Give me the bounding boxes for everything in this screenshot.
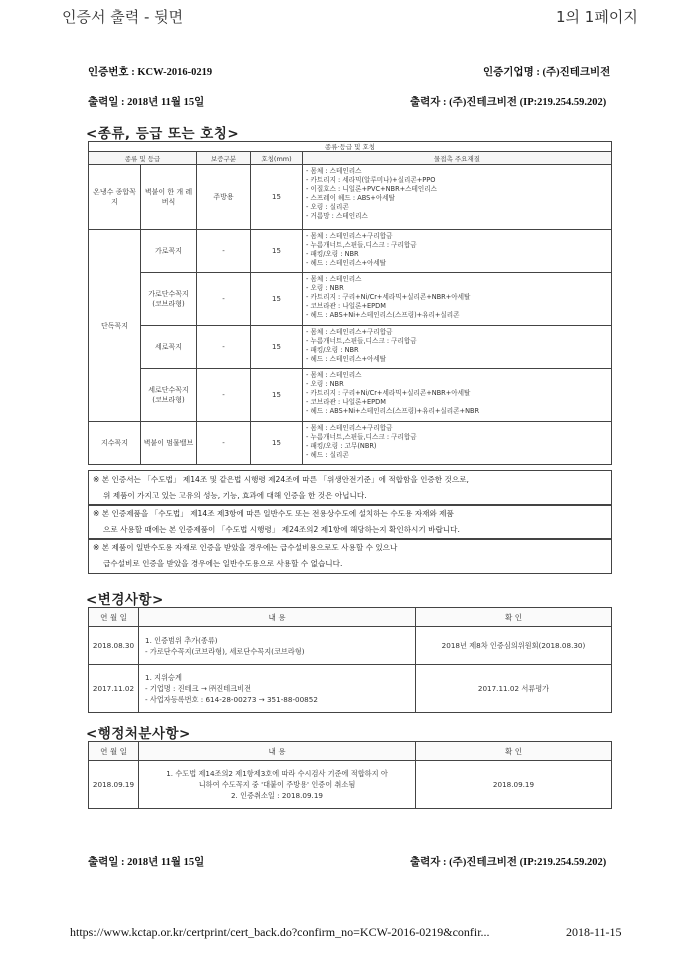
notice-box — [88, 538, 612, 574]
types-table — [88, 141, 612, 465]
notice-line: ※ 본 제품이 일반수도용 자재로 인증을 받았을 경우에는 급수설비용으로도 사용할 수 있으나 — [93, 543, 398, 552]
product-group: 온냉수 종합꼭지 — [89, 165, 141, 230]
column-header: 연 월 일 — [89, 608, 139, 627]
cert-number: 인증번호 : KCW-2016-0219 — [88, 67, 213, 78]
size: 15 — [251, 230, 303, 273]
product-type: 가로단수꼭지 (코브라형) — [141, 273, 197, 326]
change-date: 2017.11.02 — [89, 665, 139, 713]
print-header-page-info: 1의 1페이지 — [556, 8, 638, 26]
size: 15 — [251, 326, 303, 369]
notice-line: ※ 본 인증서는 「수도법」 제14조 및 같은법 시행령 제24조에 따른 「위생안전기준」에 적합함을 인증한 것으로, — [93, 475, 469, 484]
warranty: - — [197, 326, 251, 369]
material-line: - 이질호스 : 니일론+PVC+NBR+스테인리스 — [306, 185, 438, 194]
content-line: 1. 수도법 제14조의2 제1항제3호에 따라 수시검사 기준에 적합하지 아 — [166, 769, 388, 778]
content-line: - 사업자등록번호 : 614-28-00273 → 351-88-00852 — [145, 695, 318, 704]
material-line: - 오링 : NBR — [306, 284, 344, 293]
column-header: 보증구분 — [197, 152, 251, 165]
column-header: 확 인 — [416, 742, 612, 761]
size: 15 — [251, 165, 303, 230]
material-line: - 코브라관 : 나일론+EPDM — [306, 398, 386, 407]
product-type: 세로단수꼭지 (코브라형) — [141, 369, 197, 422]
size: 15 — [251, 273, 303, 326]
column-header: 종류 및 등급 — [89, 152, 197, 165]
cert-company: 인증기업명 : (주)진테크비전 — [483, 67, 611, 78]
change-content — [139, 665, 416, 713]
material-line: - 몸체 : 스테인리스 — [306, 275, 362, 283]
warranty: - — [197, 369, 251, 422]
warranty: 주방용 — [197, 165, 251, 230]
product-type: 벽붙이 멈물밸브 — [141, 422, 197, 465]
section-title-types: <종류, 등급 또는 호칭> — [86, 126, 240, 142]
notice-box — [88, 470, 612, 506]
column-header: 내 용 — [139, 608, 416, 627]
column-header: 연 월 일 — [89, 742, 139, 761]
warranty: - — [197, 273, 251, 326]
materials-cell — [303, 273, 612, 326]
materials-cell — [303, 422, 612, 465]
material-line: - 헤드 : ABS+Ni+스테인리스(스프링)+유리+실리콘+NBR — [306, 407, 480, 416]
bottom-printer-info: 출력자 : (주)진테크비전 (IP:219.254.59.202) — [410, 857, 607, 868]
material-line: - 누름개너트,스핀들,디스크 : 구리합금 — [306, 337, 417, 346]
material-line: - 헤드 : ABS+Ni+스테인리스(스프링)+유리+실리콘 — [306, 311, 460, 320]
print-footer-date: 2018-11-15 — [566, 925, 622, 939]
notice-line: 으로 사용할 때에는 본 인증제품이 「수도법 시행령」 제24조의2 제1항에 해당하는지 확인하시기 바랍니다. — [103, 524, 460, 534]
product-group: 지수꼭지 — [89, 422, 141, 465]
column-header: 내 용 — [139, 742, 416, 761]
action-confirm: 2018.09.19 — [416, 761, 612, 809]
material-line: - 패킹/오링 : 고무(NBR) — [306, 442, 377, 451]
content-line: 1. 인증범위 추가(종류) — [145, 635, 218, 645]
material-line: - 헤드 : 스테인리스+아세탈 — [306, 259, 387, 268]
material-line: - 헤드 : 스테인리스+아세탈 — [306, 355, 387, 364]
material-line: - 누름개너트,스핀들,디스크 : 구리합금 — [306, 433, 417, 442]
content-line: 1. 지위승계 — [145, 673, 182, 682]
notice-line: ※ 본 인증제품을 「수도법」 제14조 제3항에 따른 일반수도 또는 전용상수도에 설치하는 수도용 자재와 제품 — [93, 509, 454, 518]
warranty: - — [197, 230, 251, 273]
product-type: 벽붙이 한 개 레버식 — [141, 165, 197, 230]
content-line: - 가로단수꼭지(코브라형), 세로단수꼭지(코브라형) — [145, 646, 305, 656]
table-row — [89, 422, 612, 465]
table-row — [89, 326, 612, 369]
table-row — [89, 230, 612, 273]
print-footer-url: https://www.kctap.or.kr/certprint/cert_back.do?confirm_no=KCW-2016-0219&confir... — [70, 925, 490, 939]
section-title-changes: <변경사항> — [86, 592, 164, 608]
material-line: - 카트리지 : 세라믹(알루미나)+실리콘+PPO — [306, 176, 436, 185]
material-line: - 패킹/오링 : NBR — [306, 250, 359, 259]
change-confirm: 2018년 제8차 인증심의위원회(2018.08.30) — [416, 627, 612, 665]
warranty: - — [197, 422, 251, 465]
product-group: 단독꼭지 — [89, 230, 141, 422]
material-line: - 카트리지 : 구리+Ni/Cr+세라믹+실리콘+NBR+아세탈 — [306, 293, 471, 302]
table-row — [89, 369, 612, 422]
admin-actions-table — [88, 741, 612, 809]
material-line: - 스프레이 헤드 : ABS+아세탈 — [306, 194, 395, 203]
material-line: - 몸체 : 스테인리스+구리합금 — [306, 424, 393, 432]
material-line: - 몸체 : 스테인리스 — [306, 167, 362, 175]
product-type: 가로꼭지 — [141, 230, 197, 273]
change-confirm: 2017.11.02 서류평가 — [416, 665, 612, 713]
material-line: - 몸체 : 스테인리스 — [306, 371, 362, 379]
material-line: - 몸체 : 스테인리스+구리합금 — [306, 232, 393, 240]
column-header: 호칭(mm) — [251, 152, 303, 165]
material-line: - 카트리지 : 구리+Ni/Cr+세라믹+실리콘+NBR+아세탈 — [306, 389, 471, 398]
material-line: - 몸체 : 스테인리스+구리합금 — [306, 328, 393, 336]
materials-cell — [303, 165, 612, 230]
notice-box — [88, 504, 612, 540]
change-date: 2018.08.30 — [89, 627, 139, 665]
print-header-title: 인증서 출력 - 뒷면 — [62, 8, 184, 26]
material-line: - 오링 : NBR — [306, 380, 344, 389]
column-header: 물접촉 주요재질 — [303, 152, 612, 165]
table-row — [89, 761, 612, 809]
content-line: - 기업명 : 진테크 → ㈜진테크비전 — [145, 684, 252, 693]
material-line: - 거름망 : 스테인리스 — [306, 212, 368, 221]
materials-cell — [303, 230, 612, 273]
printer-info: 출력자 : (주)진테크비전 (IP:219.254.59.202) — [410, 97, 607, 108]
table-row — [89, 627, 612, 665]
table-row — [89, 665, 612, 713]
table-row — [89, 165, 612, 230]
notice-line: 위 제품이 가지고 있는 고유의 성능, 기능, 효과에 대해 인증을 한 것은 아닙니다. — [103, 490, 367, 500]
table-row — [89, 273, 612, 326]
notice-line: 급수설비로 인증을 받았을 경우에는 일반수도용으로 사용할 수 없습니다. — [103, 558, 343, 568]
column-header: 확 인 — [416, 608, 612, 627]
action-date: 2018.09.19 — [89, 761, 139, 809]
content-line: 2. 인증취소일 : 2018.09.19 — [230, 791, 323, 800]
material-line: - 누름개너트,스핀들,디스크 : 구리합금 — [306, 241, 417, 250]
change-content — [139, 627, 416, 665]
material-line: - 헤드 : 실리콘 — [306, 451, 349, 460]
action-content — [139, 761, 416, 809]
printed-date: 출력일 : 2018년 11월 15일 — [88, 97, 205, 108]
bottom-printed-date: 출력일 : 2018년 11월 15일 — [88, 857, 205, 868]
section-title-admin-actions: <행정처분사항> — [86, 726, 191, 742]
material-line: - 패킹/오링 : NBR — [306, 346, 359, 355]
content-line: 니하여 수도꼭지 중 '대붙이 주방용' 인증이 취소됨 — [198, 780, 356, 789]
size: 15 — [251, 422, 303, 465]
product-type: 세로꼭지 — [141, 326, 197, 369]
material-line: - 코브라관 : 나일론+EPDM — [306, 302, 386, 311]
materials-cell — [303, 369, 612, 422]
changes-table — [88, 607, 612, 713]
size: 15 — [251, 369, 303, 422]
materials-cell — [303, 326, 612, 369]
table-caption: 종류·등급 및 호칭 — [89, 142, 612, 152]
material-line: - 오링 : 실리콘 — [306, 203, 349, 212]
